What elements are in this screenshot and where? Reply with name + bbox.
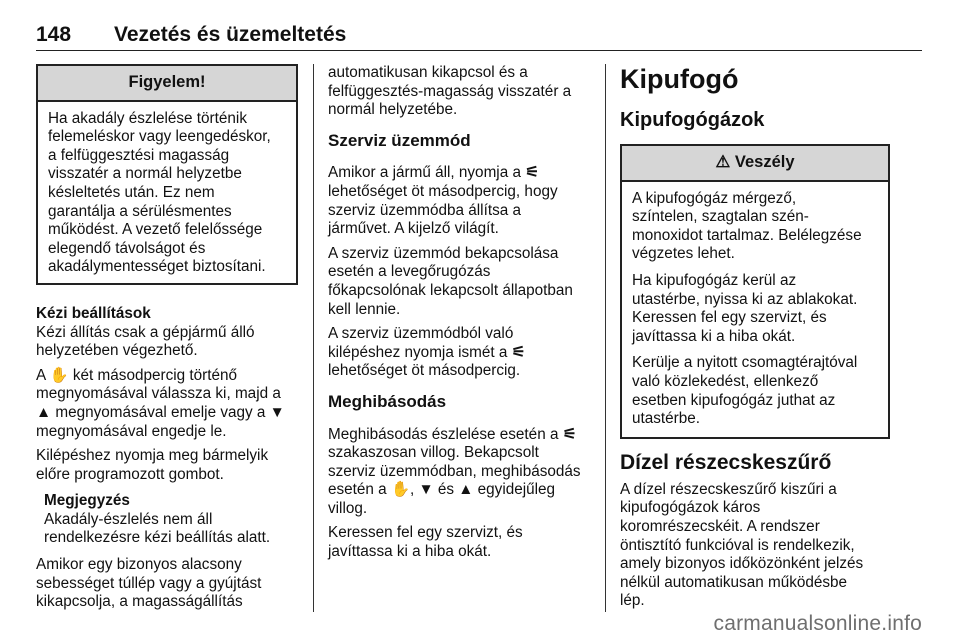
- section-heading: Meghibásodás: [328, 391, 447, 411]
- paragraph: A szerviz üzemmód bekapcsolása esetén a levegőrugózás főkapcsolónak lekapcsolt állapotban kell lennie.: [328, 244, 573, 318]
- paragraph: A szerviz üzemmódból való kilépéshez nyomja ismét a ⚟ lehetőséget öt másodpercig.: [328, 325, 526, 380]
- section-heading: Kipufogógázok: [620, 109, 765, 131]
- text-line: Ha akadály észlelése történik: [48, 109, 247, 127]
- paragraph: Amikor egy bizonyos alacsony sebességet túllép vagy a gyújtást kikapcsolja, a magasságállítás: [36, 556, 262, 611]
- text-line: a felfüggesztési magasság: [48, 146, 230, 164]
- column-3: [620, 64, 890, 617]
- page-header: [36, 20, 922, 51]
- text-line: felemeléskor vagy leengedéskor,: [48, 128, 271, 146]
- hand-icon: ✋: [49, 366, 69, 384]
- paragraph: Kézi állítás csak a gépjármű álló helyzetében végezhető.: [36, 323, 255, 360]
- text-line: késleltetés után. Ez nem: [48, 183, 215, 201]
- wrench-icon: ⚟: [511, 343, 526, 361]
- danger-text: A kipufogógáz mérgező, színtelen, szagtalan szén- monoxidot tartalmaz. Belélegzése végzetes lehet. Ha kipufogógáz kerül az utastérbe, nyissa ki az ablakokat. Keressen fel egy szervizt, és javíttassa ki a hiba okát. Kerülje a nyitott csomagtérajtóval való közlekedést, ellenkező esetben kipufogógáz juthat az utastérbe.: [632, 189, 862, 428]
- text-line: visszatér a normál helyzetbe: [48, 165, 242, 183]
- section-heading: Dízel részecskeszűrő: [620, 450, 832, 474]
- paragraph: A dízel részecskeszűrő kiszűri a kipufogógázok káros koromrészecskéit. A rendszer öntisztító funkcióval is rendelkezik, amely bizonyos időközönként jelzés nélkül automatikusan működésbe lép.: [620, 480, 864, 610]
- text-line: működést. A vezető felelőssége: [48, 221, 263, 239]
- danger-box: [620, 144, 890, 439]
- column-divider: [605, 64, 606, 612]
- up-arrow-icon: ▲: [36, 403, 52, 421]
- note-title: Megjegyzés: [44, 492, 130, 510]
- column-divider: [313, 64, 314, 612]
- wrench-icon: ⚟: [562, 425, 577, 443]
- danger-header: [622, 146, 888, 182]
- warning-title: Figyelem!: [38, 66, 296, 102]
- paragraph: Keressen fel egy szervizt, és javíttassa ki a hiba okát.: [328, 524, 523, 561]
- text-line: elegendő távolságot és: [48, 239, 206, 257]
- warning-text: [38, 102, 296, 283]
- wrench-icon: ⚟: [525, 164, 539, 182]
- page-title: Vezetés és üzemeltetés: [114, 23, 347, 46]
- paragraph: Kilépéshez nyomja meg bármelyik előre programozott gombot.: [36, 447, 269, 483]
- down-arrow-icon: ▼: [418, 481, 434, 499]
- watermark: carmanualsonline.info: [713, 612, 922, 635]
- chapter-heading: Kipufogó: [620, 64, 739, 94]
- page-number: 148: [36, 23, 72, 46]
- column-2: [328, 64, 590, 568]
- note: Megjegyzés Akadály-észlelés nem áll rendelkezésre kézi beállítás alatt.: [44, 492, 298, 548]
- paragraph: Meghibásodás észlelése esetén a ⚟ szakaszosan villog. Bekapcsolt szerviz üzemmódban, meghibásodás esetén a ✋, ▼ és ▲ egyidejűleg villog.: [328, 425, 581, 517]
- column-1: [36, 64, 298, 618]
- section-heading: Kézi beállítások: [36, 304, 151, 322]
- down-arrow-icon: ▼: [269, 403, 285, 421]
- paragraph: Amikor a jármű áll, nyomja a ⚟ lehetőséget öt másodpercig, hogy szerviz üzemmódba állítsa a járművet. A kijelző világít.: [328, 164, 558, 238]
- warning-icon: ⚠: [715, 153, 731, 171]
- danger-title: Veszély: [734, 153, 795, 171]
- text-line: garantálja a sérülésmentes: [48, 202, 232, 220]
- paragraph: automatikusan kikapcsol és a felfüggesztés-magasság visszatér a normál helyzetébe.: [328, 64, 572, 119]
- section-heading: Szerviz üzemmód: [328, 130, 471, 150]
- hand-icon: ✋: [390, 481, 410, 499]
- paragraph: A ✋ két másodpercig történő megnyomásával válassza ki, majd a ▲ megnyomásával emelje vagy a ▼ megnyomásával engedje le.: [36, 366, 285, 440]
- up-arrow-icon: ▲: [458, 481, 474, 499]
- text-line: akadálymentességet biztosítani.: [48, 258, 266, 276]
- warning-box: [36, 64, 298, 285]
